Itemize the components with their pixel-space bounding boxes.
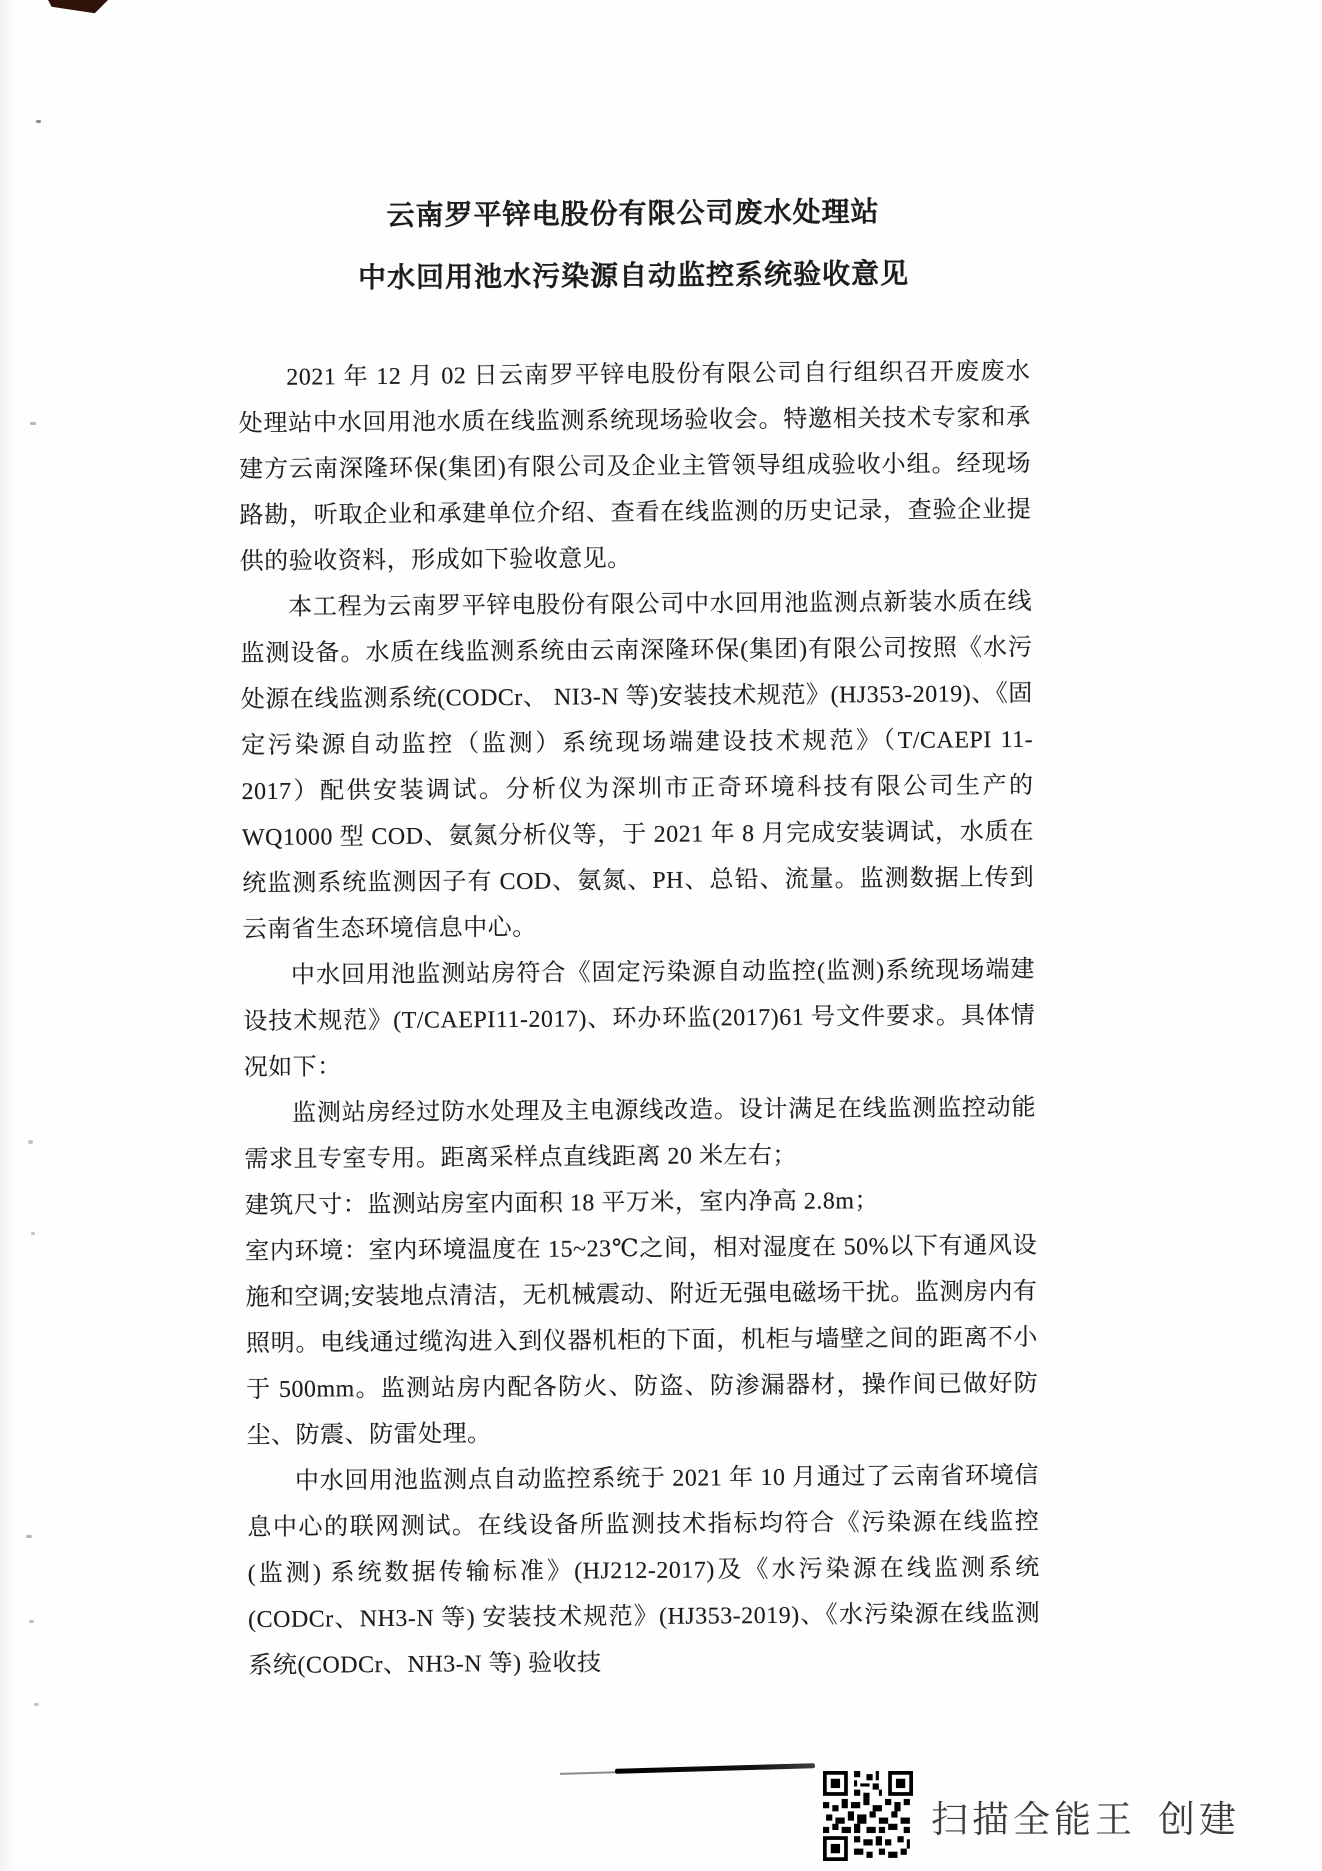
scan-speck [28,1140,33,1144]
scan-artifact-top-corner [48,0,108,14]
document-title-line1: 云南罗平锌电股份有限公司废水处理站 [386,197,880,232]
scanner-credit-text [931,1789,1240,1843]
paragraph-station-renovation: 监测站房经过防水处理及主电源线改造。设计满足在线监测监控动能需求且专室专用。距离采样点直线距离 20 米左右； [244,1094,1037,1174]
document-content [235,0,1040,1689]
scan-streak [615,1763,815,1774]
paragraph-meeting-overview: 2021 年 12 月 02 日云南罗平锌电股份有限公司自行组织召开废废水处理站中水回用池水质在线监测系统现场验收会。特邀相关技术专家和承建方云南深隆环保(集团)有限公司及企业主管领导组成验收小组。经现场路勘，听取企业和承建单位介绍、查看在线监测的历史记录，查验企业提供的验收资料，形成如下验收意见。 [238,358,1032,576]
scan-streak-tail [560,1771,620,1775]
paragraph-indoor-environment: 室内环境：室内环境温度在 15~23℃之间，相对湿度在 50%以下有通风设施和空调;安装地点清洁，无机械震动、附近无强电磁场干扰。监测房内有照明。电线通过缆沟进入到仪器机柜的下面，机柜与墙壁之间的距离不小于 500mm。监测站房内配各防火、防盗、防渗漏器材，操作间已做好防尘、防震、防雷处理。 [245,1232,1039,1450]
scanner-app-name: 扫描全能王 [931,1800,1136,1841]
qr-code-icon [823,1771,913,1861]
scan-speck [31,1232,35,1235]
document-title-line2: 中水回用池水污染源自动监控系统验收意见 [357,258,910,295]
scan-speck [36,120,41,123]
scan-speck [34,1703,39,1706]
paragraph-project-description: 本工程为云南罗平锌电股份有限公司中水回用池监测点新装水质在线监测设备。水质在线监测系统由云南深隆环保(集团)有限公司按照《水污处源在线监测系统(CODCr、 NI3-N 等)安装技术规范》(HJ353-2019)、《固定污染源自动监控（监测）系统现场端建设技术规范》（T/CAEPI 11-2017）配供安装调试。分析仪为深圳市正奇环境科技有限公司生产的 WQ1000 型 COD、氨氮分析仪等，于 2021 年 8 月完成安装调试，水质在统监测系统监测因子有 COD、氨氮、PH、总铅、流量。监测数据上传到云南省生态环境信息中心。 [240,588,1035,944]
scan-speck [26,1535,32,1538]
scanner-watermark [823,1771,1240,1861]
document-body [238,349,1040,1689]
paragraph-station-compliance: 中水回用池监测站房符合《固定污染源自动监控(监测)系统现场端建设技术规范》(T/CAEPI11-2017)、环办环监(2017)61 号文件要求。具体情况如下： [243,956,1036,1082]
scanner-created-label: 创建 [1158,1800,1240,1841]
scan-speck [29,1620,34,1623]
scan-speck [30,422,36,425]
paragraph-building-dimensions: 建筑尺寸：监测站房室内面积 18 平万米，室内净高 2.8m； [244,1188,880,1220]
paragraph-network-test: 中水回用池监测点自动监控系统于 2021 年 10 月通过了云南省环境信息中心的联网测试。在线设备所监测技术指标均符合《污染源在线监控(监测) 系统数据传输标准》(HJ212-2017)及《水污染源在线监测系统(CODCr、NH3-N 等) 安装技术规范》(HJ353-2019)、《水污染源在线监测系统(CODCr、NH3-N 等) 验收技 [247,1462,1041,1680]
